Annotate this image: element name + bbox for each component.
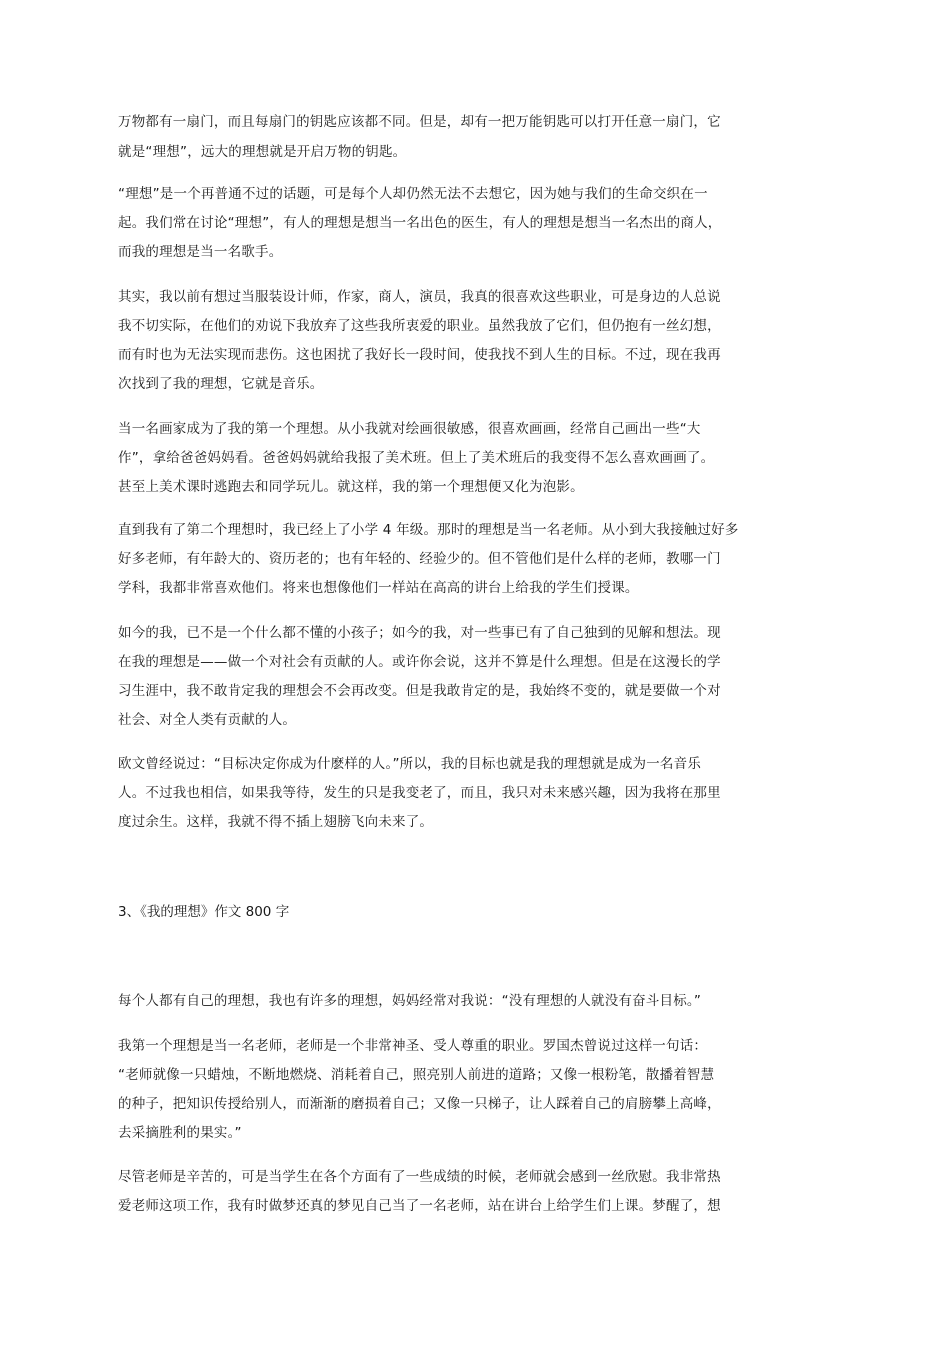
paragraph-line: 如今的我，已不是一个什么都不懂的小孩子；如今的我，对一些事已有了自己独到的见解和想法。现 xyxy=(118,625,721,641)
paragraph-line: 我不切实际，在他们的劝说下我放弃了这些我所衷爱的职业。虽然我放了它们，但仍抱有一丝幻想， xyxy=(118,318,721,334)
paragraph-line: 好多老师，有年龄大的、资历老的；也有年轻的、经验少的。但不管他们是什么样的老师，教哪一门 xyxy=(118,551,721,567)
paragraph-line: 起。我们常在讨论“理想”，有人的理想是想当一名出色的医生，有人的理想是想当一名杰出的商人， xyxy=(118,215,722,231)
paragraph-line: 社会、对全人类有贡献的人。 xyxy=(118,712,297,728)
paragraph-line: 我第一个理想是当一名老师，老师是一个非常神圣、受人尊重的职业。罗国杰曾说过这样一句话： xyxy=(118,1038,708,1054)
paragraph-line: “理想”是一个再普通不过的话题，可是每个人却仍然无法不去想它，因为她与我们的生命交织在一 xyxy=(118,186,708,202)
paragraph-line: 而我的理想是当一名歌手。 xyxy=(118,244,283,260)
paragraph-line: 的种子，把知识传授给别人，而渐渐的磨损着自己；又像一只梯子，让人踩着自己的肩膀攀上高峰， xyxy=(118,1096,721,1112)
paragraph-line: 甚至上美术课时逃跑去和同学玩儿。就这样，我的第一个理想便又化为泡影。 xyxy=(118,479,584,495)
section-heading: 3、《我的理想》作文 800 字 xyxy=(118,904,290,920)
paragraph-line: “老师就像一只蜡烛，不断地燃烧、消耗着自己，照亮别人前进的道路；又像一根粉笔，散播着智慧 xyxy=(118,1067,715,1083)
paragraph-line: 去采摘胜利的果实。” xyxy=(118,1125,242,1141)
paragraph-line: 度过余生。这样，我就不得不插上翅膀飞向未来了。 xyxy=(118,814,434,830)
paragraph-line: 在我的理想是——做一个对社会有贡献的人。或许你会说，这并不算是什么理想。但是在这漫长的学 xyxy=(118,654,721,670)
paragraph-line: 欧文曾经说过：“目标决定你成为什麽样的人。”所以，我的目标也就是我的理想就是成为一名音乐 xyxy=(118,756,702,772)
paragraph-line: 尽管老师是辛苦的，可是当学生在各个方面有了一些成绩的时候，老师就会感到一丝欣慰。我非常热 xyxy=(118,1169,721,1185)
paragraph-line: 而有时也为无法实现而悲伤。这也困扰了我好长一段时间，使我找不到人生的目标。不过，现在我再 xyxy=(118,347,721,363)
paragraph-line: 爱老师这项工作，我有时做梦还真的梦见自己当了一名老师，站在讲台上给学生们上课。梦醒了，想 xyxy=(118,1198,721,1214)
paragraph-line: 人。不过我也相信，如果我等待，发生的只是我变老了，而且，我只对未来感兴趣，因为我将在那里 xyxy=(118,785,721,801)
paragraph-line: 作”，拿给爸爸妈妈看。爸爸妈妈就给我报了美术班。但上了美术班后的我变得不怎么喜欢画画了。 xyxy=(118,450,715,466)
paragraph-line: 就是“理想”，远大的理想就是开启万物的钥匙。 xyxy=(118,144,407,160)
paragraph-line: 当一名画家成为了我的第一个理想。从小我就对绘画很敏感，很喜欢画画，经常自己画出一些“大 xyxy=(118,421,701,437)
paragraph-line: 习生涯中，我不敢肯定我的理想会不会再改变。但是我敢肯定的是，我始终不变的，就是要做一个对 xyxy=(118,683,721,699)
paragraph-line: 直到我有了第二个理想时，我已经上了小学 4 年级。那时的理想是当一名老师。从小到大我接触过好多 xyxy=(118,522,739,538)
paragraph-line: 其实，我以前有想过当服装设计师，作家，商人，演员，我真的很喜欢这些职业，可是身边的人总说 xyxy=(118,289,721,305)
paragraph-line: 万物都有一扇门，而且每扇门的钥匙应该都不同。但是，却有一把万能钥匙可以打开任意一扇门，它 xyxy=(118,114,721,130)
paragraph-line: 学科，我都非常喜欢他们。将来也想像他们一样站在高高的讲台上给我的学生们授课。 xyxy=(118,580,639,596)
paragraph-line: 每个人都有自己的理想，我也有许多的理想，妈妈经常对我说：“没有理想的人就没有奋斗目标。” xyxy=(118,993,702,1009)
paragraph-line: 次找到了我的理想，它就是音乐。 xyxy=(118,376,324,392)
